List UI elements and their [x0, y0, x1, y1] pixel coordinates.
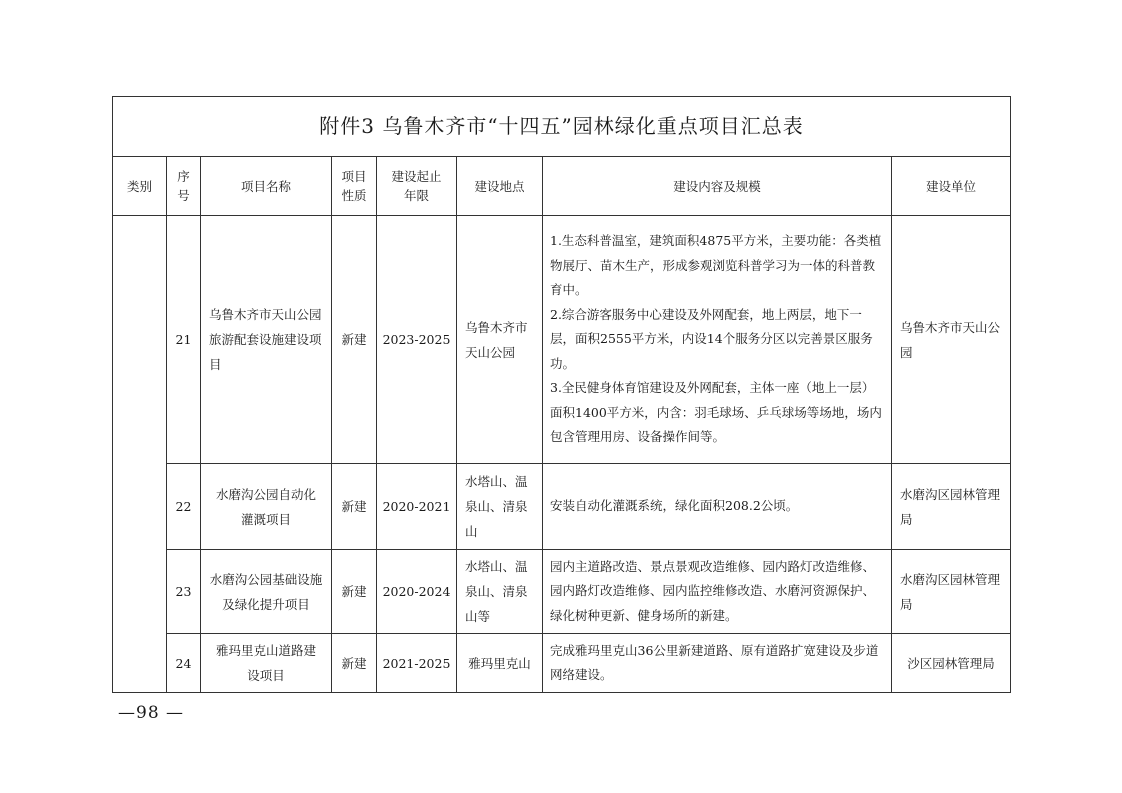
table-row [113, 464, 1011, 550]
header-row [113, 157, 1011, 216]
unit-cell: 水磨沟区园林管理局 [892, 464, 1011, 550]
header-unit: 建设单位 [892, 157, 1011, 216]
content-cell [543, 550, 892, 634]
header-content: 建设内容及规模 [543, 157, 892, 216]
period-cell: 2023-2025 [377, 216, 457, 464]
header-period: 建设起止年限 [377, 157, 457, 216]
summary-sheet [112, 96, 1010, 693]
project-table [112, 96, 1011, 693]
unit-cell: 水磨沟区园林管理局 [892, 550, 1011, 634]
table-row [113, 634, 1011, 693]
location-cell: 水塔山、温泉山、清泉山 [457, 464, 543, 550]
seq-cell: 24 [167, 634, 201, 693]
content-item: 2.综合游客服务中心建设及外网配套，地上两层，地下一层，面积2555平方米，内设14个服务分区以完善景区服务功。 [550, 306, 873, 371]
header-nature: 项目性质 [332, 157, 377, 216]
unit-cell: 乌鲁木齐市天山公园 [892, 216, 1011, 464]
nature-cell: 新建 [332, 634, 377, 693]
content-item: 1.生态科普温室，建筑面积4875平方米，主要功能：各类植物展厅、苗木生产，形成参观浏览科普学习为一体的科普教育中。 [550, 233, 882, 298]
location-cell: 水塔山、温泉山、清泉山等 [457, 550, 543, 634]
period-cell: 2020-2021 [377, 464, 457, 550]
content-item: 3.全民健身体育馆建设及外网配套，主体一座（地上一层）面积1400平方米，内含：羽毛球场、乒乓球场等场地，场内包含管理用房、设备操作间等。 [550, 380, 882, 445]
location-cell: 乌鲁木齐市天山公园 [457, 216, 543, 464]
table-row [113, 216, 1011, 464]
nature-cell: 新建 [332, 464, 377, 550]
seq-cell: 23 [167, 550, 201, 634]
category-cell [113, 216, 167, 693]
header-name: 项目名称 [201, 157, 332, 216]
content-cell [543, 634, 892, 693]
page-number: —98 — [118, 703, 185, 723]
table-row [113, 550, 1011, 634]
header-seq: 序号 [167, 157, 201, 216]
header-category: 类别 [113, 157, 167, 216]
name-cell: 水磨沟公园自动化灌溉项目 [201, 464, 332, 550]
seq-cell: 21 [167, 216, 201, 464]
nature-cell: 新建 [332, 550, 377, 634]
unit-cell: 沙区园林管理局 [892, 634, 1011, 693]
content-item: 园内主道路改造、景点景观改造维修、园内路灯改造维修、园内路灯改造维修、园内监控维修改造、水磨河资源保护、绿化树种更新、健身场所的新建。 [550, 558, 876, 623]
content-item: 安装自动化灌溉系统，绿化面积208.2公顷。 [550, 498, 799, 514]
period-cell: 2021-2025 [377, 634, 457, 693]
period-cell: 2020-2024 [377, 550, 457, 634]
content-item: 完成雅玛里克山36公里新建道路、原有道路扩宽建设及步道网络建设。 [550, 642, 879, 682]
name-cell: 乌鲁木齐市天山公园旅游配套设施建设项目 [201, 216, 332, 464]
name-cell: 雅玛里克山道路建设项目 [201, 634, 332, 693]
header-location: 建设地点 [457, 157, 543, 216]
seq-cell: 22 [167, 464, 201, 550]
location-cell: 雅玛里克山 [457, 634, 543, 693]
content-cell [543, 216, 892, 464]
content-cell [543, 464, 892, 550]
name-cell: 水磨沟公园基础设施及绿化提升项目 [201, 550, 332, 634]
nature-cell: 新建 [332, 216, 377, 464]
table-title: 附件3 乌鲁木齐市“十四五”园林绿化重点项目汇总表 [113, 97, 1011, 157]
